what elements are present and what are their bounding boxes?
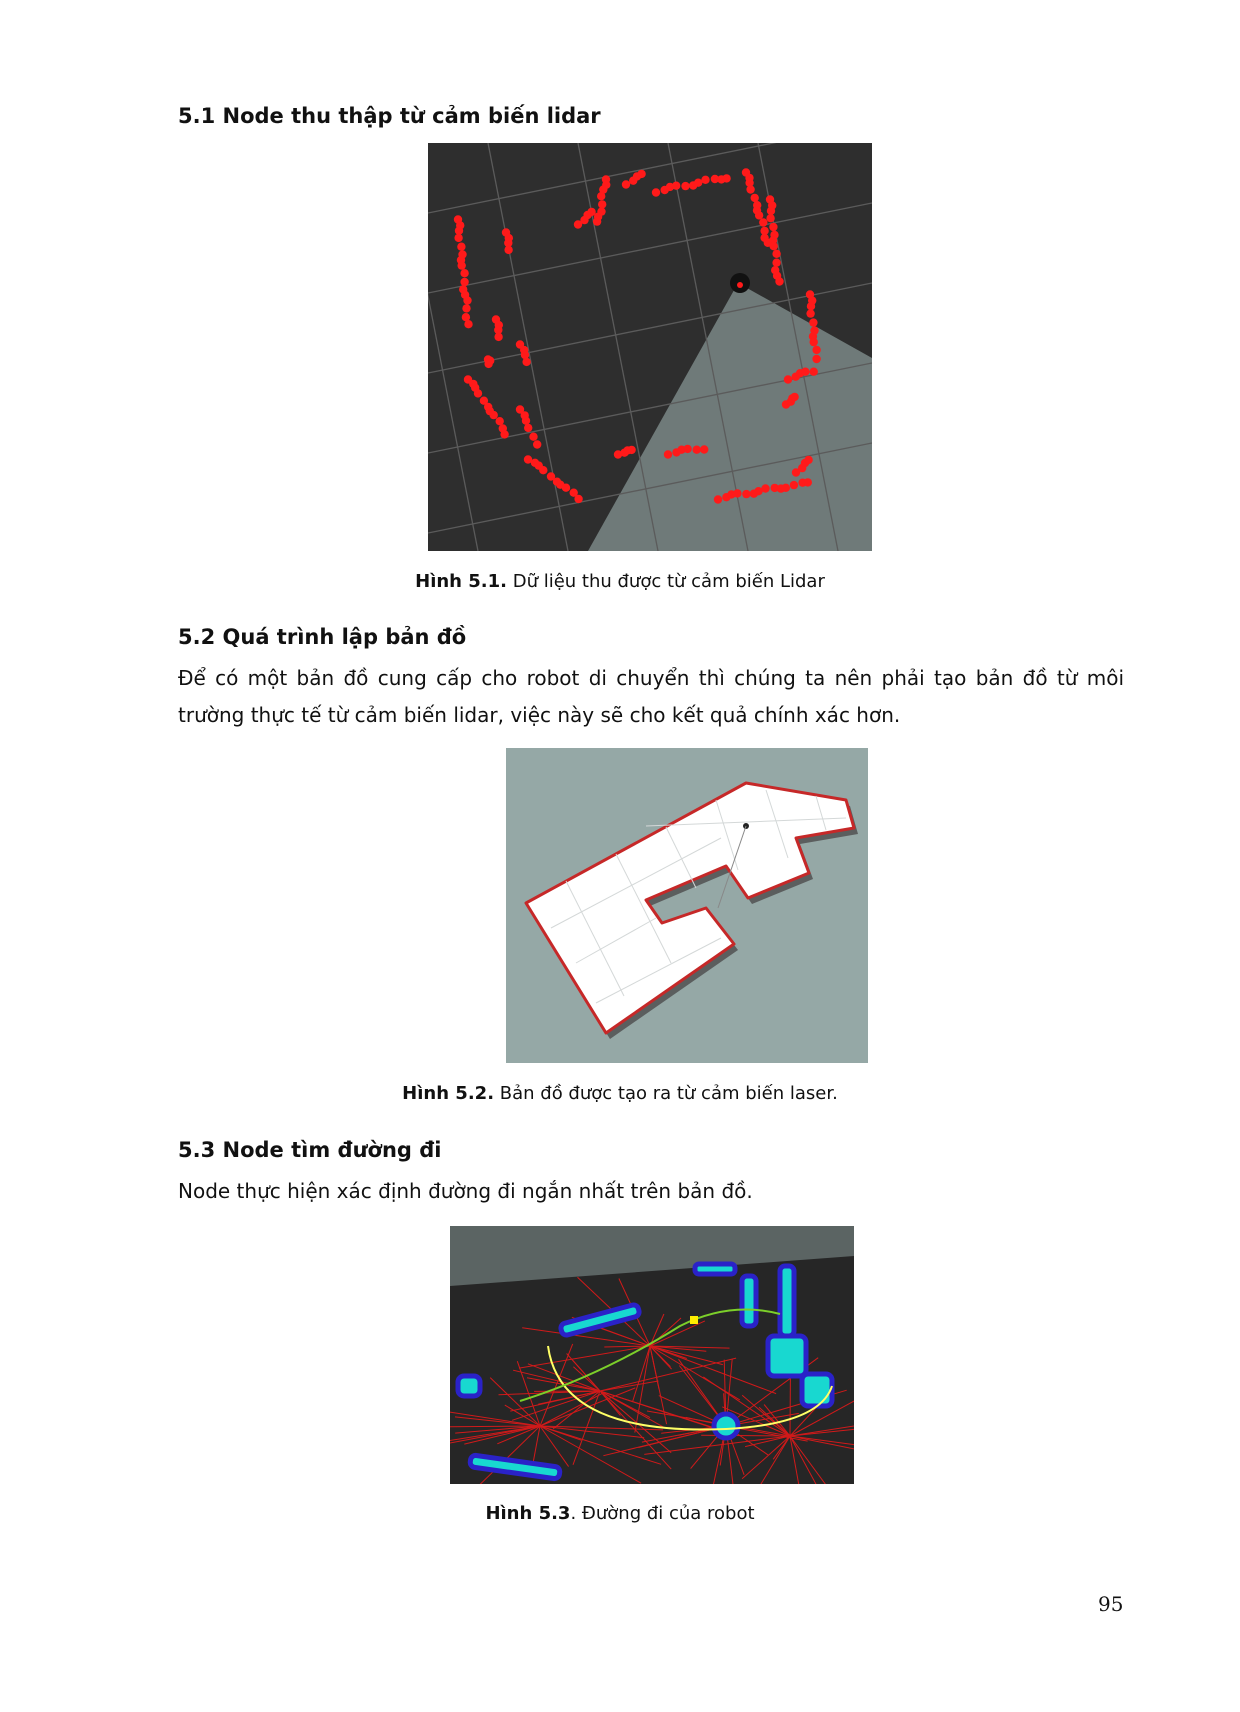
lidar-data-figure [428,143,872,551]
page-number: 95 [1098,1592,1124,1616]
caption-text: Dữ liệu thu được từ cảm biến Lidar [506,571,825,592]
caption-text: . Đường đi của robot [570,1503,755,1524]
caption-label: Hình 5.3 [485,1503,571,1524]
caption-label: Hình 5.1. [415,571,507,592]
figure-caption-5-3 [0,1503,1240,1524]
generated-map-figure [506,748,868,1063]
section-heading-5-1: 5.1 Node thu thập từ cảm biến lidar [178,104,601,128]
caption-label: Hình 5.2. [402,1083,495,1104]
figure-caption-5-1 [0,571,1240,592]
section-heading-5-3: 5.3 Node tìm đường đi [178,1138,442,1162]
section-paragraph-5-2: Để có một bản đồ cung cấp cho robot di chuyển thì chúng ta nên phải tạo bản đồ từ môi trường thực tế từ cảm biến lidar, việc này sẽ cho kết quả chính xác hơn. [178,666,1124,727]
figure-caption-5-2 [0,1083,1240,1104]
section-heading-5-2: 5.2 Quá trình lập bản đồ [178,625,467,649]
section-paragraph-5-3: Node thực hiện xác định đường đi ngắn nhất trên bản đồ. [178,1179,753,1203]
caption-text: Bản đồ được tạo ra từ cảm biến laser. [494,1083,838,1104]
robot-path-figure [450,1226,854,1484]
